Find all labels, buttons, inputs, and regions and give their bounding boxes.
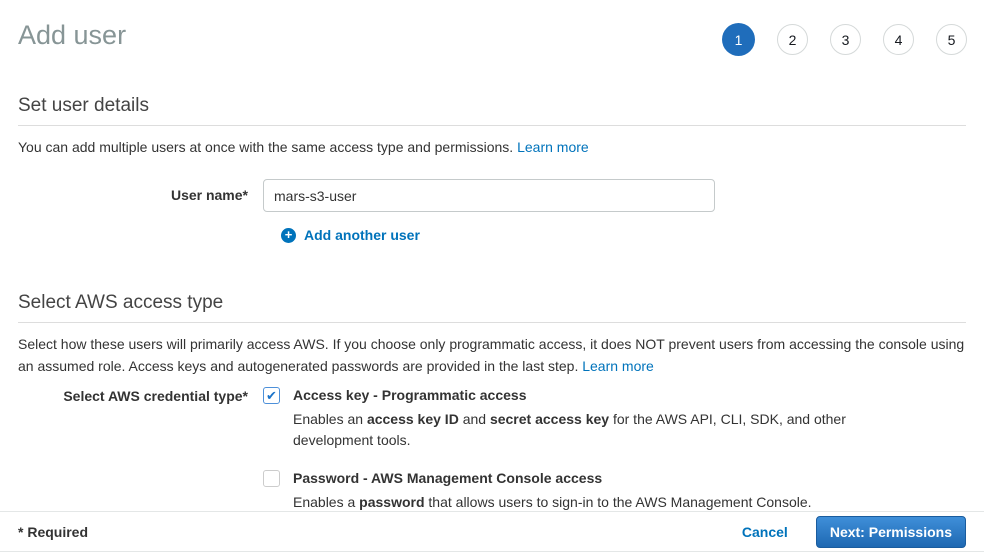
desc-text-bold: password [359, 494, 425, 510]
cancel-button[interactable]: Cancel [741, 523, 788, 540]
password-option-desc [293, 492, 812, 513]
section-divider [18, 322, 966, 323]
required-note: * Required [18, 523, 89, 540]
access-key-option [263, 386, 849, 451]
page-title: Add user [18, 20, 127, 50]
desc-text: Enables a [293, 494, 360, 510]
desc-text: for the AWS API, CLI, SDK, and other development tools. [293, 411, 846, 448]
next-permissions-button[interactable]: Next: Permissions [816, 516, 966, 548]
username-label: User name* [170, 187, 248, 203]
plus-circle-icon: + [281, 228, 296, 243]
access-type-intro [18, 333, 966, 377]
desc-text: and [458, 411, 490, 427]
page-header [0, 0, 984, 56]
add-another-user-label: Add another user [304, 227, 420, 243]
user-details-section [0, 94, 984, 243]
user-details-intro-text: You can add multiple users at once with the same access type and permissions. [18, 139, 514, 155]
password-checkbox[interactable] [263, 470, 280, 487]
wizard-footer [0, 511, 984, 552]
user-details-learn-more-link[interactable]: Learn more [517, 139, 589, 155]
access-type-heading: Select AWS access type [18, 292, 224, 313]
section-divider [18, 125, 966, 126]
add-another-user-link[interactable] [281, 227, 420, 243]
checkmark-icon: ✔ [266, 388, 277, 403]
step-4-indicator: 4 [883, 24, 914, 55]
password-option-title: Password - AWS Management Console access [293, 470, 603, 486]
access-type-learn-more-link[interactable]: Learn more [582, 358, 654, 374]
step-2-indicator: 2 [777, 24, 808, 55]
credential-type-label: Select AWS credential type* [63, 388, 248, 404]
access-key-option-desc [293, 409, 849, 451]
username-row [18, 179, 966, 212]
username-input[interactable] [263, 179, 715, 212]
desc-text-bold: access key ID [366, 411, 459, 427]
desc-text-bold: secret access key [489, 411, 610, 427]
desc-text: that allows users to sign-in to the AWS Management Console. [424, 494, 812, 510]
access-type-section [0, 291, 984, 513]
step-3-indicator: 3 [830, 24, 861, 55]
step-indicator [722, 16, 968, 56]
access-key-checkbox[interactable] [263, 387, 280, 404]
access-key-option-title: Access key - Programmatic access [293, 387, 527, 403]
step-5-indicator: 5 [936, 24, 967, 55]
user-details-intro [18, 136, 966, 158]
access-type-intro-text: Select how these users will primarily access AWS. If you choose only programmatic access, it does NOT prevent users from accessing the console using an assumed role. Access keys and autogenerated passwords are provided in the last step. [18, 336, 965, 374]
step-1-indicator: 1 [722, 23, 755, 56]
user-details-heading: Set user details [18, 95, 149, 116]
credential-options [263, 386, 849, 513]
credential-type-row [18, 386, 966, 513]
footer-actions [742, 516, 966, 548]
password-option [263, 469, 849, 513]
desc-text: Enables an [293, 411, 367, 427]
